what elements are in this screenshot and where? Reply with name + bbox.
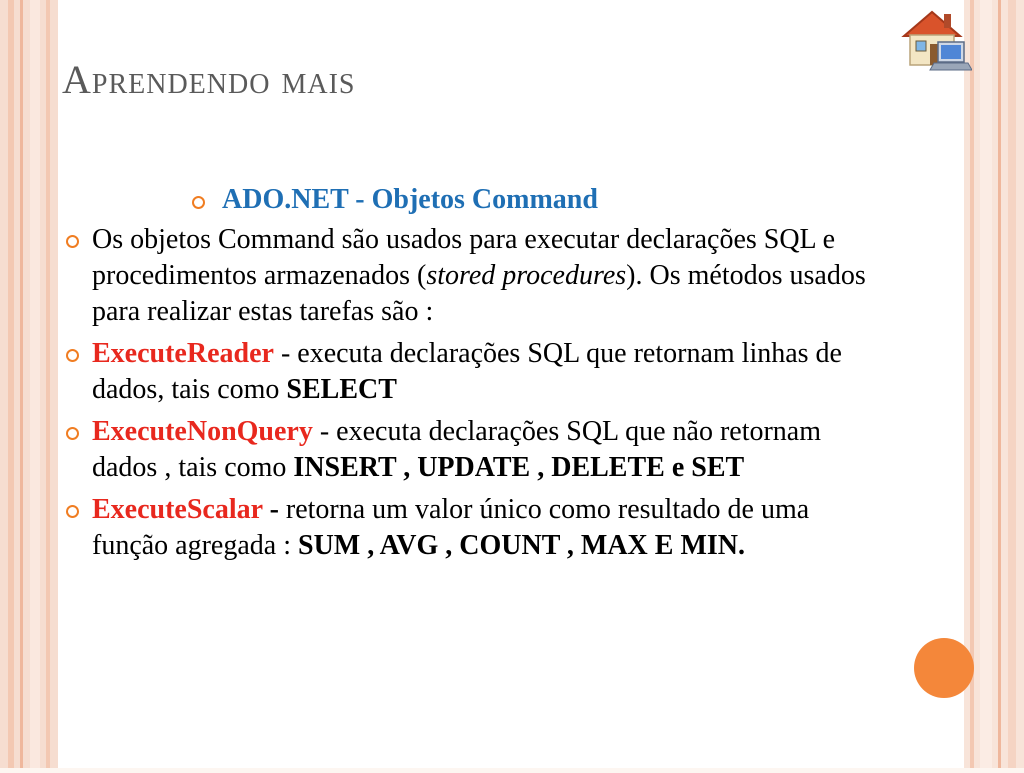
ring-bullet-icon (192, 196, 205, 209)
list-item-intro (62, 222, 882, 330)
left-border-stripes (0, 0, 58, 768)
ring-bullet-icon (66, 235, 79, 248)
home-computer-icon[interactable] (898, 6, 972, 76)
ring-bullet-icon (66, 427, 79, 440)
executereader-example: SELECT (286, 374, 397, 405)
orange-circle (914, 638, 974, 698)
right-border-decoration (964, 0, 1024, 768)
intro-text-part2: ). Os métodos usados para realizar estas tarefas são : (92, 260, 866, 327)
home-icon-graphic (898, 6, 972, 76)
intro-text-italic: stored procedures (426, 260, 627, 291)
executereader-description: - executa declarações SQL que retornam linhas de dados, tais como (92, 338, 842, 405)
method-name-executescalar: ExecuteScalar (92, 494, 263, 525)
right-border-stripes (964, 0, 1024, 768)
executescalar-dash: - (262, 494, 286, 525)
list-item-executenonquery (62, 414, 882, 486)
intro-text-part1: Os objetos Command são usados para executar declarações SQL e procedimentos armazenados ( (92, 224, 836, 291)
slide-content (62, 182, 882, 570)
executenonquery-description: - executa declarações SQL que não retornam dados , tais como (92, 416, 822, 483)
executescalar-description: retorna um valor único como resultado de uma função agregada : (92, 494, 810, 561)
subheading-item (62, 182, 882, 218)
left-border-decoration (0, 0, 58, 768)
list-item-executescalar (62, 492, 882, 564)
subheading-text: ADO.NET - Objetos Command (222, 184, 598, 215)
ring-bullet-icon (66, 349, 79, 362)
executescalar-examples: SUM , AVG , COUNT , MAX E MIN. (298, 530, 745, 561)
list-item-executereader (62, 336, 882, 408)
executenonquery-examples: INSERT , UPDATE , DELETE e SET (293, 452, 745, 483)
method-name-executereader: ExecuteReader (92, 338, 274, 369)
method-name-executenonquery: ExecuteNonQuery (92, 416, 313, 447)
ring-bullet-icon (66, 505, 79, 518)
slide-title: Aprendendo mais (62, 57, 356, 102)
